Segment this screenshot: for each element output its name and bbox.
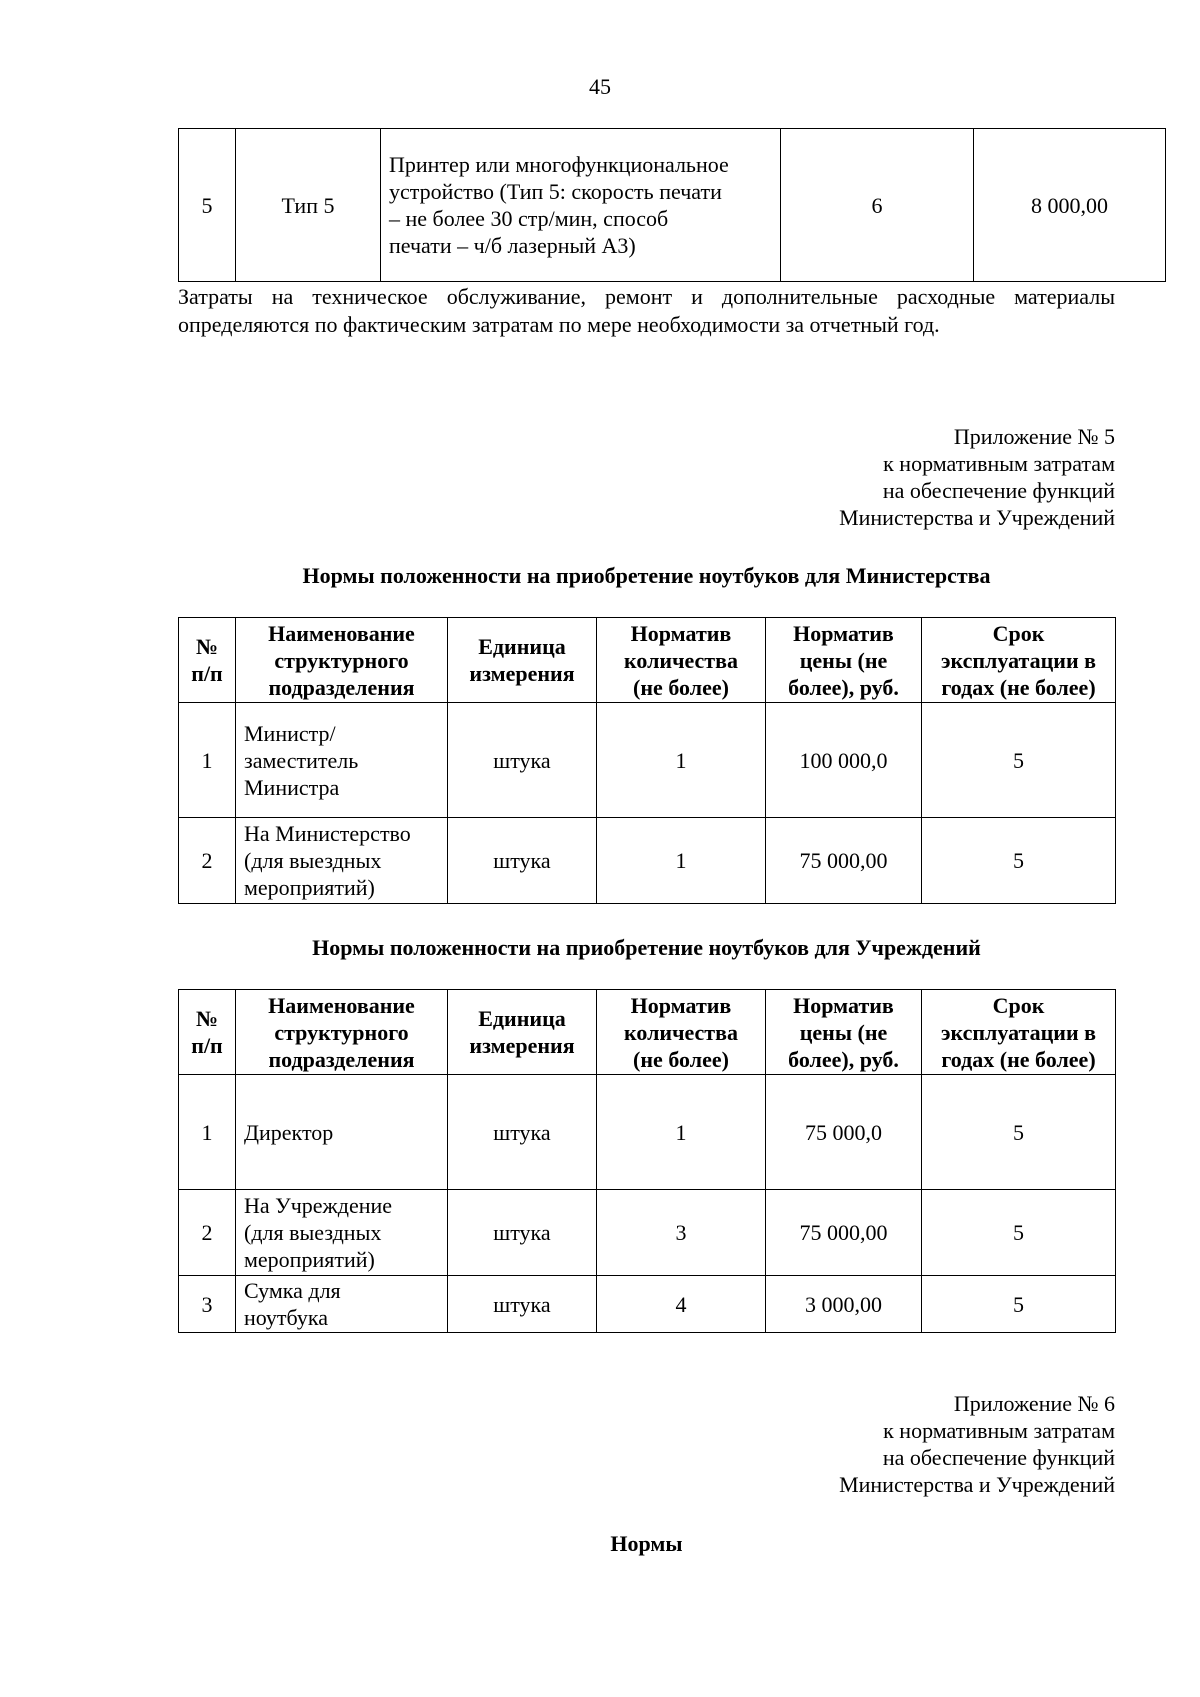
ministry-laptops-table (178, 617, 1116, 904)
table-header-row (179, 618, 1116, 703)
norms-heading: Нормы (610, 1531, 683, 1556)
printer-table (178, 128, 1166, 282)
table-header-row (179, 990, 1116, 1075)
appendix-6-caption: Приложение № 6 к нормативным затратам на обеспечение функций Министерства и Учреждений (839, 1391, 1115, 1497)
maintenance-note: Затраты на техническое обслуживание, ремонт и дополнительные расходные материалы определяются по фактическим затратам по мере необходимости за отчетный год. (178, 284, 1115, 337)
col-price-header: Норматив цены (не более), руб. (766, 618, 922, 703)
col-unit-header: Единица измерения (448, 990, 597, 1075)
col-division-header: Наименование структурного подразделения (236, 618, 448, 703)
col-division-header: Наименование структурного подразделения (236, 990, 448, 1075)
page-number: 45 (589, 74, 611, 99)
printer-quantity: 6 (781, 129, 974, 282)
row-number: 5 (179, 129, 236, 282)
table-row: 3 Сумка для ноутбука штука 4 3 000,00 5 (179, 1276, 1116, 1333)
col-number-header: № п/п (179, 990, 236, 1075)
col-quantity-header: Норматив количества (не более) (597, 990, 766, 1075)
col-term-header: Срок эксплуатации в годах (не более) (922, 618, 1116, 703)
table-row: 2 На Учреждение (для выездных мероприятий) штука 3 75 000,00 5 (179, 1190, 1116, 1276)
col-quantity-header: Норматив количества (не более) (597, 618, 766, 703)
institutions-laptops-heading: Нормы положенности на приобретение ноутбуков для Учреждений (312, 935, 981, 960)
printer-description: Принтер или многофункциональное устройство (Тип 5: скорость печати – не более 30 стр/мин, способ печати – ч/б лазерный А3) (381, 129, 781, 282)
col-unit-header: Единица измерения (448, 618, 597, 703)
table-row: 1 Министр/ заместитель Министра штука 1 100 000,0 5 (179, 703, 1116, 818)
institutions-laptops-table (178, 989, 1116, 1333)
table-row: 2 На Министерство (для выездных мероприятий) штука 1 75 000,00 5 (179, 818, 1116, 904)
table-row: 1 Директор штука 1 75 000,0 5 (179, 1075, 1116, 1190)
printer-type: Тип 5 (236, 129, 381, 282)
table-row (179, 129, 1166, 282)
printer-price: 8 000,00 (974, 129, 1166, 282)
appendix-5-caption: Приложение № 5 к нормативным затратам на обеспечение функций Министерства и Учреждений (839, 424, 1115, 530)
ministry-laptops-heading: Нормы положенности на приобретение ноутбуков для Министерства (302, 563, 991, 588)
col-number-header: № п/п (179, 618, 236, 703)
col-price-header: Норматив цены (не более), руб. (766, 990, 922, 1075)
col-term-header: Срок эксплуатации в годах (не более) (922, 990, 1116, 1075)
